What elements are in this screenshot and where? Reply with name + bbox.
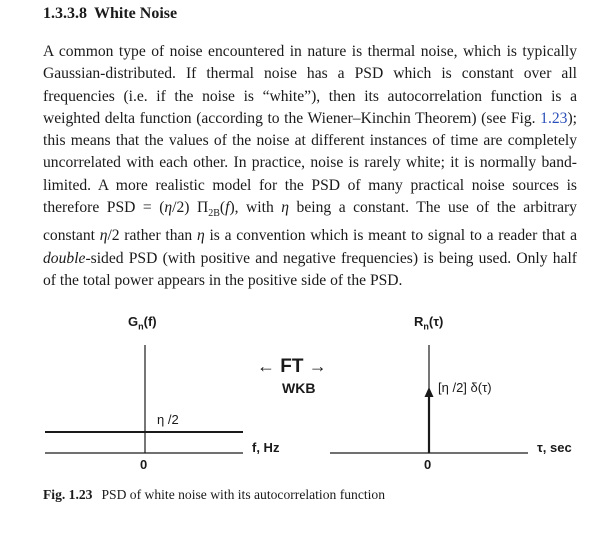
psd-level-label: η /2 — [157, 412, 179, 427]
figure-diagram — [0, 300, 600, 500]
subscript-2B: 2B — [208, 208, 220, 220]
right-x-label: τ, sec — [537, 440, 572, 455]
left-x-label: f, Hz — [252, 440, 280, 455]
fourier-transform-label: ← FT → — [257, 356, 327, 377]
para-text-3: /2) Π — [172, 199, 209, 217]
para-text-6: being a constant. The use of the arbitrary constant — [43, 199, 577, 245]
f-variable: f — [225, 199, 230, 217]
figure-1-23 — [0, 300, 600, 500]
impulse-arrowhead — [425, 387, 434, 397]
left-y-label: $G_n(f)$ — [128, 314, 157, 332]
body-paragraph — [43, 41, 577, 292]
section-title: White Noise — [94, 5, 178, 22]
para-text-9: -sided PSD (with positive and negative frequencies) is being used. Only half of the total power appears in the positive side of the PSD. — [43, 249, 577, 290]
para-text-1: A common type of noise encountered in nature is thermal noise, which is typically Gaussian-distributed. If thermal noise has a PSD which is constant over all frequencies (i.e. if the noise is “white”), then its autocorrelation function is a weighted delta function (according to the Wiener–Kinchin Theorem) (see Fig. — [43, 43, 577, 127]
right-origin-label: 0 — [424, 457, 432, 472]
right-y-label: $R_n(\tau)$ — [414, 314, 444, 332]
figure-reference-link[interactable]: 1.23 — [540, 109, 568, 127]
eta-symbol: η — [164, 199, 173, 217]
eta-symbol: η — [99, 227, 108, 245]
eta-symbol: η — [196, 227, 205, 245]
section-heading — [43, 5, 177, 23]
para-text-7: /2 rather than — [107, 227, 197, 245]
eta-symbol: η — [281, 199, 290, 217]
impulse-label: [η /2] δ(τ) — [438, 380, 492, 395]
para-text-8: is a convention which is meant to signal to a reader that a — [204, 227, 578, 245]
section-number: 1.3.3.8 — [43, 5, 87, 22]
left-origin-label: 0 — [140, 457, 148, 472]
figure-caption — [43, 487, 385, 503]
para-text-4: ( — [219, 199, 226, 217]
caption-text: PSD of white noise with its autocorrelation function — [101, 487, 386, 502]
para-text-2: ); this means that the values of the noise at different instances of time are completely uncorrelated with each other. In practice, noise is rarely white; it is normally band-limited. A more realistic model for the PSD of many practical noise sources is therefore PSD = ( — [43, 109, 577, 217]
double-word: double — [43, 249, 86, 267]
wkb-label: WKB — [282, 380, 316, 396]
para-text-5: ), with — [229, 199, 282, 217]
caption-label: Fig. 1.23 — [43, 487, 93, 502]
